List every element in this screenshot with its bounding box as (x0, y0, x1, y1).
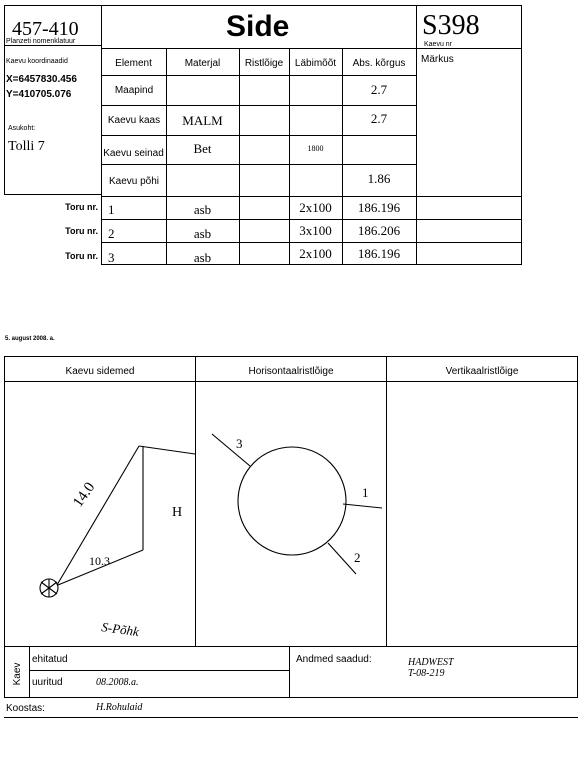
author-label: Koostas: (6, 703, 45, 714)
pipe-3-label: 3 (236, 436, 243, 451)
row-diameter-seinad: 1800 (307, 144, 324, 153)
pipe-height-2: 186.206 (357, 223, 401, 238)
coords-label: Kaevu koordinaadid (6, 58, 68, 65)
well-id-label: Kaevu nr (424, 41, 453, 48)
pipe-nr-1: 1 (108, 202, 115, 217)
pipe-diameter-2: 3x100 (299, 223, 332, 238)
pipe-material-2: asb (193, 226, 212, 241)
row-element-kaas: Kaevu kaas (107, 115, 161, 126)
pipe-material-3: asb (193, 250, 212, 265)
row-height-pohi: 1.86 (367, 171, 391, 186)
ties-sketch (5, 382, 195, 646)
row-height-kaas: 2.7 (370, 111, 388, 126)
row-material-seinad: Bet (193, 141, 212, 156)
col-header-cross: Ristlõige (244, 58, 284, 69)
pipe-1-label: 1 (362, 485, 369, 500)
pipe-nr-2: 2 (108, 226, 115, 241)
tie-reference-label: S-Põhk (100, 619, 140, 640)
well-id: S398 (422, 10, 480, 41)
pipe-height-1: 186.196 (357, 200, 401, 215)
pipe-label-2: Toru nr. (65, 226, 98, 236)
footer-side-label: Kaev (12, 662, 23, 686)
remarks-label: Märkus (421, 54, 454, 65)
row-element-pohi: Kaevu põhi (108, 176, 160, 187)
pipe-diameter-1: 2x100 (299, 200, 332, 215)
data-source-label: Andmed saadud: (296, 654, 372, 665)
pipe-label-1: Toru nr. (65, 202, 98, 212)
x-coordinate: X=6457830.456 (6, 74, 77, 85)
panel-ties-title: Kaevu sidemed (65, 366, 135, 377)
pipe-label-3: Toru nr. (65, 251, 98, 261)
row-element-maapind: Maapind (114, 85, 154, 96)
col-header-height: Abs. kõrgus (352, 58, 406, 69)
pipe-height-3: 186.196 (357, 246, 401, 261)
y-coordinate: Y=410705.076 (6, 89, 72, 100)
pipe-material-1: asb (193, 202, 212, 217)
data-source-value-1: HADWEST (408, 657, 454, 668)
row-height-maapind: 2.7 (370, 82, 388, 97)
location-value: Tolli 7 (8, 139, 45, 154)
planzett-label: Planzeti nomenklatuur (6, 38, 76, 45)
tie-height-mark: H (172, 505, 183, 520)
surveyed-label: uuritud (32, 677, 63, 688)
data-source-value-2: T-08-219 (408, 668, 445, 679)
row-element-seinad: Kaevu seinad (103, 148, 164, 159)
pipe-diameter-3: 2x100 (299, 246, 332, 261)
date-line: 5. august 2008. a. (5, 336, 55, 342)
col-header-element: Element (115, 58, 152, 69)
author-value: H.Rohulaid (96, 702, 143, 713)
col-header-material: Materjal (184, 58, 221, 69)
row-material-kaas: MALM (182, 113, 223, 128)
surveyed-value: 08.2008.a. (96, 677, 139, 688)
tie-distance-long: 14.0 (70, 479, 99, 511)
tie-distance-short: 10.3 (89, 554, 110, 568)
planzett-value: 457-410 (12, 18, 79, 40)
horizontal-section-sketch (196, 382, 386, 646)
page-title: Side (226, 10, 290, 43)
panel-horizontal-title: Horisontaalristlõige (248, 366, 334, 377)
pipe-nr-3: 3 (108, 250, 115, 265)
pipe-2-label: 2 (354, 550, 361, 565)
panel-vertical-title: Vertikaalristlõige (445, 366, 519, 377)
built-label: ehitatud (32, 654, 68, 665)
location-label: Asukoht: (8, 125, 36, 132)
col-header-diameter: Läbimõõt (294, 58, 337, 69)
